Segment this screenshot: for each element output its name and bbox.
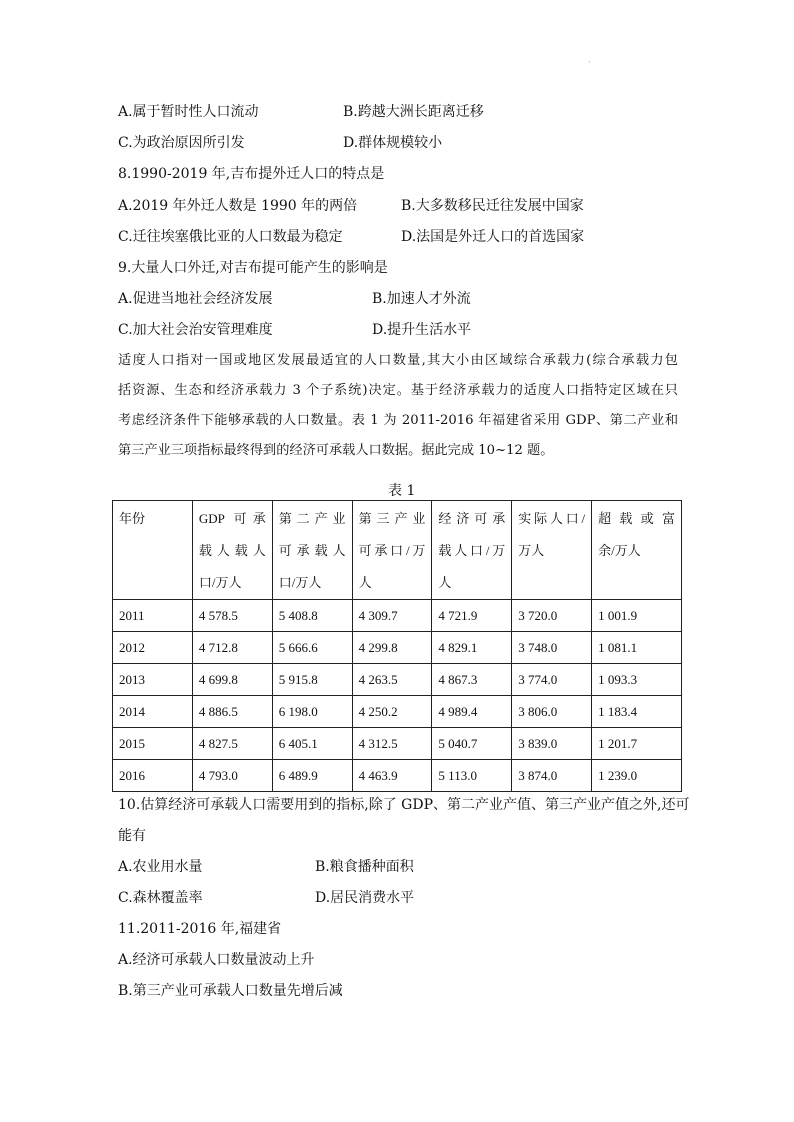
q10-option-d[interactable]: D.居民消费水平 bbox=[315, 890, 415, 906]
table-cell: 1 093.3 bbox=[592, 664, 682, 696]
table-cell: 2016 bbox=[113, 760, 193, 792]
table-cell: 4 712.8 bbox=[192, 632, 272, 664]
header-tertiary: 第三产业 可承口/万 人 bbox=[352, 501, 432, 600]
table-cell: 2014 bbox=[113, 696, 193, 728]
header-year: 年份 bbox=[113, 501, 193, 600]
table-cell: 6 489.9 bbox=[272, 760, 352, 792]
header-gdp: GDP 可承 载人载人 口/万人 bbox=[192, 501, 272, 600]
q8-option-d[interactable]: D.法国是外迁人口的首选国家 bbox=[401, 229, 585, 245]
table-cell: 4 250.2 bbox=[352, 696, 432, 728]
passage-line: 考虑经济条件下能够承载的人口数量。表 1 为 2011-2016 年福建省采用 GDP、第二产业和 bbox=[118, 413, 678, 428]
table-cell: 4 263.5 bbox=[352, 664, 432, 696]
corner-mark: · bbox=[588, 58, 591, 67]
table-cell: 1 081.1 bbox=[592, 632, 682, 664]
q10-option-b[interactable]: B.粮食播种面积 bbox=[315, 859, 414, 875]
table-row bbox=[113, 664, 682, 696]
table-cell: 1 201.7 bbox=[592, 728, 682, 760]
q11-option-a[interactable]: A.经济可承载人口数量波动上升 bbox=[118, 952, 315, 968]
table-header-row bbox=[113, 501, 682, 600]
q10-stem-line2: 能有 bbox=[118, 828, 146, 844]
q11-stem: 11.2011-2016 年,福建省 bbox=[118, 921, 282, 937]
passage bbox=[118, 346, 678, 466]
table-cell: 4 312.5 bbox=[352, 728, 432, 760]
q9-option-c[interactable]: C.加大社会治安管理难度 bbox=[118, 322, 273, 338]
table-caption: 表 1 bbox=[388, 483, 416, 499]
table-cell: 3 748.0 bbox=[512, 632, 592, 664]
table-cell: 6 198.0 bbox=[272, 696, 352, 728]
table-cell: 6 405.1 bbox=[272, 728, 352, 760]
table-cell: 2013 bbox=[113, 664, 193, 696]
table-cell: 2015 bbox=[113, 728, 193, 760]
passage-line: 括资源、生态和经济承载力 3 个子系统)决定。基于经济承载力的适度人口指特定区域在只 bbox=[118, 383, 678, 398]
passage-line: 适度人口指对一国或地区发展最适宜的人口数量,其大小由区域综合承载力(综合承载力包 bbox=[118, 353, 678, 368]
table-cell: 5 408.8 bbox=[272, 600, 352, 632]
header-secondary: 第二产业 可承载人 口/万人 bbox=[272, 501, 352, 600]
q9-option-b[interactable]: B.加速人才外流 bbox=[372, 291, 471, 307]
table-cell: 2011 bbox=[113, 600, 193, 632]
table-cell: 4 989.4 bbox=[432, 696, 512, 728]
table-cell: 4 721.9 bbox=[432, 600, 512, 632]
q8-option-c[interactable]: C.迁往埃塞俄比亚的人口数最为稳定 bbox=[118, 229, 343, 245]
table-cell: 5 113.0 bbox=[432, 760, 512, 792]
q7-option-a[interactable]: A.属于暂时性人口流动 bbox=[118, 104, 259, 120]
table-cell: 4 578.5 bbox=[192, 600, 272, 632]
q7-option-c[interactable]: C.为政治原因所引发 bbox=[118, 135, 245, 151]
table-cell: 4 463.9 bbox=[352, 760, 432, 792]
table-cell: 4 827.5 bbox=[192, 728, 272, 760]
table-row bbox=[113, 632, 682, 664]
table-row bbox=[113, 728, 682, 760]
q8-stem: 8.1990-2019 年,吉布提外迁人口的特点是 bbox=[118, 166, 385, 182]
q10-option-a[interactable]: A.农业用水量 bbox=[118, 859, 203, 875]
table-cell: 3 839.0 bbox=[512, 728, 592, 760]
q7-option-d[interactable]: D.群体规模较小 bbox=[343, 135, 443, 151]
q9-option-a[interactable]: A.促进当地社会经济发展 bbox=[118, 291, 273, 307]
q9-option-d[interactable]: D.提升生活水平 bbox=[372, 322, 472, 338]
q10-stem-line1: 10.估算经济可承载人口需要用到的指标,除了 GDP、第二产业产值、第三产业产值之外,还可 bbox=[118, 797, 690, 813]
table-cell: 2012 bbox=[113, 632, 193, 664]
data-table bbox=[112, 500, 682, 792]
table-cell: 3 720.0 bbox=[512, 600, 592, 632]
table-cell: 1 239.0 bbox=[592, 760, 682, 792]
table-cell: 4 829.1 bbox=[432, 632, 512, 664]
header-surplus: 超载或富 余/万人 bbox=[592, 501, 682, 600]
q8-option-b[interactable]: B.大多数移民迁往发展中国家 bbox=[401, 198, 584, 214]
q9-stem: 9.大量人口外迁,对吉布提可能产生的影响是 bbox=[118, 260, 388, 276]
table-cell: 4 699.8 bbox=[192, 664, 272, 696]
table-cell: 4 886.5 bbox=[192, 696, 272, 728]
table-cell: 4 793.0 bbox=[192, 760, 272, 792]
table-cell: 4 867.3 bbox=[432, 664, 512, 696]
table-cell: 4 299.8 bbox=[352, 632, 432, 664]
table-row bbox=[113, 696, 682, 728]
table-cell: 1 001.9 bbox=[592, 600, 682, 632]
q11-option-b[interactable]: B.第三产业可承载人口数量先增后减 bbox=[118, 983, 343, 999]
table-row bbox=[113, 600, 682, 632]
table-cell: 5 040.7 bbox=[432, 728, 512, 760]
q8-option-a[interactable]: A.2019 年外迁人数是 1990 年的两倍 bbox=[118, 198, 358, 214]
table-cell: 5 915.8 bbox=[272, 664, 352, 696]
table-cell: 3 806.0 bbox=[512, 696, 592, 728]
table-cell: 3 874.0 bbox=[512, 760, 592, 792]
header-economic: 经济可承 载人口/万 人 bbox=[432, 501, 512, 600]
q7-option-b[interactable]: B.跨越大洲长距离迁移 bbox=[343, 104, 484, 120]
table-cell: 3 774.0 bbox=[512, 664, 592, 696]
table-cell: 4 309.7 bbox=[352, 600, 432, 632]
table-cell: 1 183.4 bbox=[592, 696, 682, 728]
header-actual: 实际人口/ 万人 bbox=[512, 501, 592, 600]
table-row bbox=[113, 760, 682, 792]
table-cell: 5 666.6 bbox=[272, 632, 352, 664]
passage-line: 第三产业三项指标最终得到的经济可承载人口数据。据此完成 10~12 题。 bbox=[118, 443, 554, 458]
q10-option-c[interactable]: C.森林覆盖率 bbox=[118, 890, 203, 906]
